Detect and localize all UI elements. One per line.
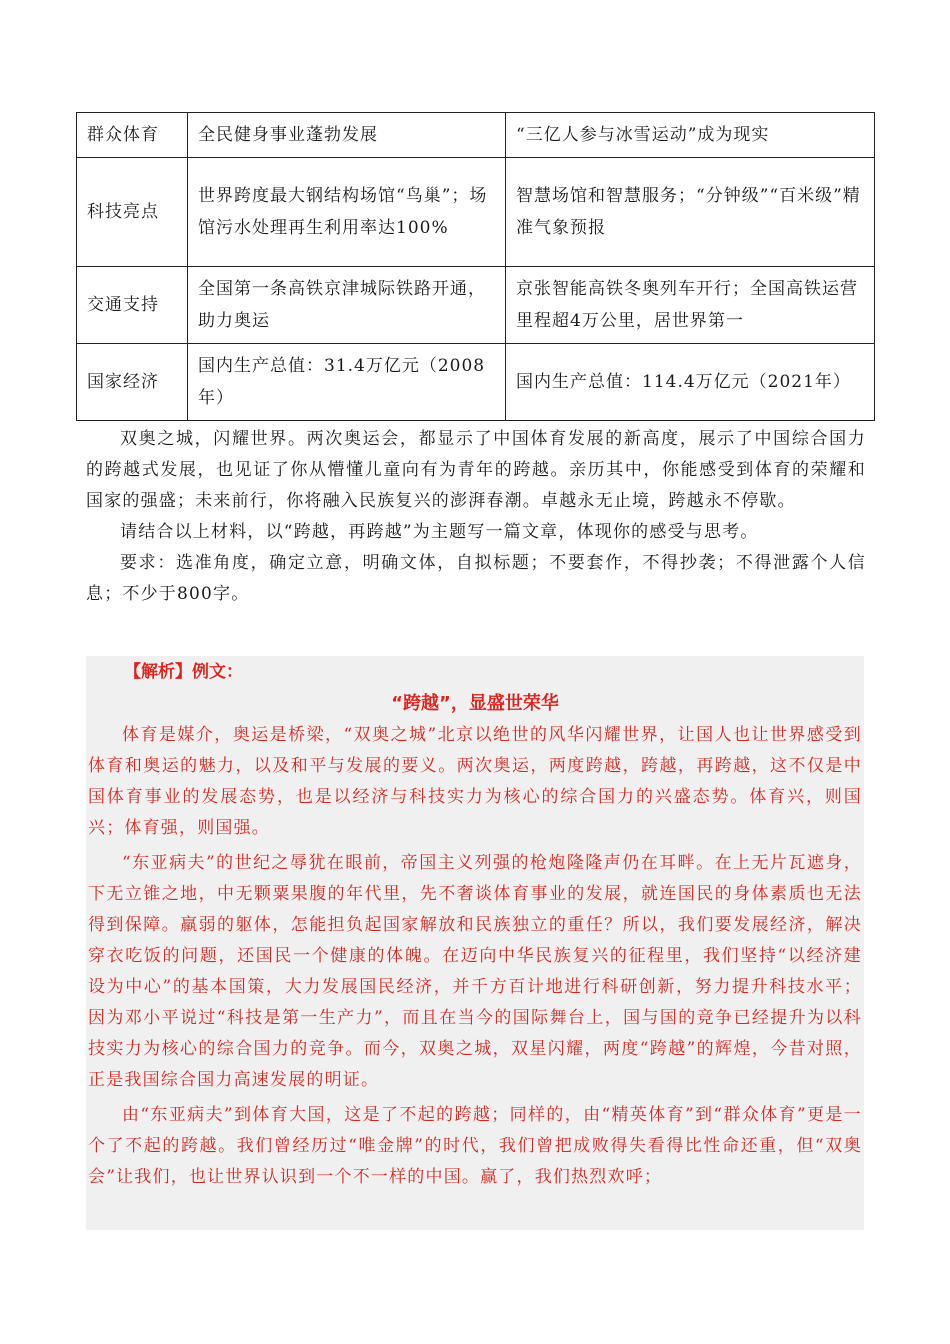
essay-title: “跨越”，显盛世荣华 [391, 693, 559, 714]
example-label: 例文： [192, 662, 243, 682]
table-row [77, 113, 875, 158]
cell-2022: 国内生产总值：114.4万亿元（2021年） [506, 344, 875, 421]
cell-2008: 全民健身事业蓬勃发展 [188, 113, 506, 158]
cell-2008: 世界跨度最大钢结构场馆“鸟巢”；场馆污水处理再生利用率达100% [188, 158, 506, 267]
row-label: 国家经济 [77, 344, 188, 421]
analysis-tag: 【解析】 [124, 662, 192, 682]
cell-2008: 全国第一条高铁京津城际铁路开通，助力奥运 [188, 267, 506, 344]
essay-body [86, 720, 864, 1193]
prompt-paragraph: 请结合以上材料，以“跨越，再跨越”为主题写一篇文章，体现你的感受与思考。 [120, 522, 759, 542]
cell-2022: 智慧场馆和智慧服务；“分钟级”“百米级”精准气象预报 [506, 158, 875, 267]
analysis-heading [124, 660, 864, 684]
cell-2022: 京张智能高铁冬奥列车开行；全国高铁运营里程超4万公里，居世界第一 [506, 267, 875, 344]
cell-2022: “三亿人参与冰雪运动”成为现实 [506, 113, 875, 158]
essay-paragraph: 体育是媒介，奥运是桥梁，“双奥之城”北京以绝世的风华闪耀世界，让国人也让世界感受到体育和奥运的魅力，以及和平与发展的要义。两次奥运，两度跨越，跨越，再跨越，这不仅是中国体育事业的发展态势，也是以经济与科技实力为核心的综合国力的兴盛态势。体育兴，则国兴；体育强，则国强。 [88, 725, 862, 838]
row-label: 科技亮点 [77, 158, 188, 267]
analysis-box [86, 656, 864, 1230]
table-row [77, 267, 875, 344]
requirements-paragraph: 要求：选准角度，确定立意，明确文体，自拟标题；不要套作，不得抄袭；不得泄露个人信息；不少于800字。 [86, 553, 866, 604]
row-label: 群众体育 [77, 113, 188, 158]
cell-2008: 国内生产总值：31.4万亿元（2008年） [188, 344, 506, 421]
table-row [77, 344, 875, 421]
material-text [86, 424, 866, 610]
essay-paragraph: 由“东亚病夫”到体育大国，这是了不起的跨越；同样的，由“精英体育”到“群众体育”更是一个了不起的跨越。我们曾经历过“唯金牌”的时代，我们曾把成败得失看得比性命还重，但“双奥会”让我们，也让世界认识到一个不一样的中国。赢了，我们热烈欢呼； [88, 1105, 862, 1187]
comparison-table [76, 112, 875, 421]
row-label: 交通支持 [77, 267, 188, 344]
material-paragraph: 双奥之城，闪耀世界。两次奥运会，都显示了中国体育发展的新高度，展示了中国综合国力的跨越式发展，也见证了你从懵懂儿童向有为青年的跨越。亲历其中，你能感受到体育的荣耀和国家的强盛；未来前行，你将融入民族复兴的澎湃春潮。卓越永无止境，跨越永不停歇。 [86, 429, 866, 511]
essay-paragraph: “东亚病夫”的世纪之辱犹在眼前，帝国主义列强的枪炮隆隆声仍在耳畔。在上无片瓦遮身，下无立锥之地，中无颗粟果腹的年代里，先不奢谈体育事业的发展，就连国民的身体素质也无法得到保障。羸弱的躯体，怎能担负起国家解放和民族独立的重任？所以，我们要发展经济，解决穿衣吃饭的问题，还国民一个健康的体魄。在迈向中华民族复兴的征程里，我们坚持“以经济建设为中心”的基本国策，大力发展国民经济，并千方百计地进行科研创新，努力提升科技水平；因为邓小平说过“科技是第一生产力”，而且在当今的国际舞台上，国与国的竞争已经提升为以科技实力为核心的综合国力的竞争。而今，双奥之城，双星闪耀，两度“跨越”的辉煌，今昔对照，正是我国综合国力高速发展的明证。 [88, 853, 862, 1090]
table-row [77, 158, 875, 267]
